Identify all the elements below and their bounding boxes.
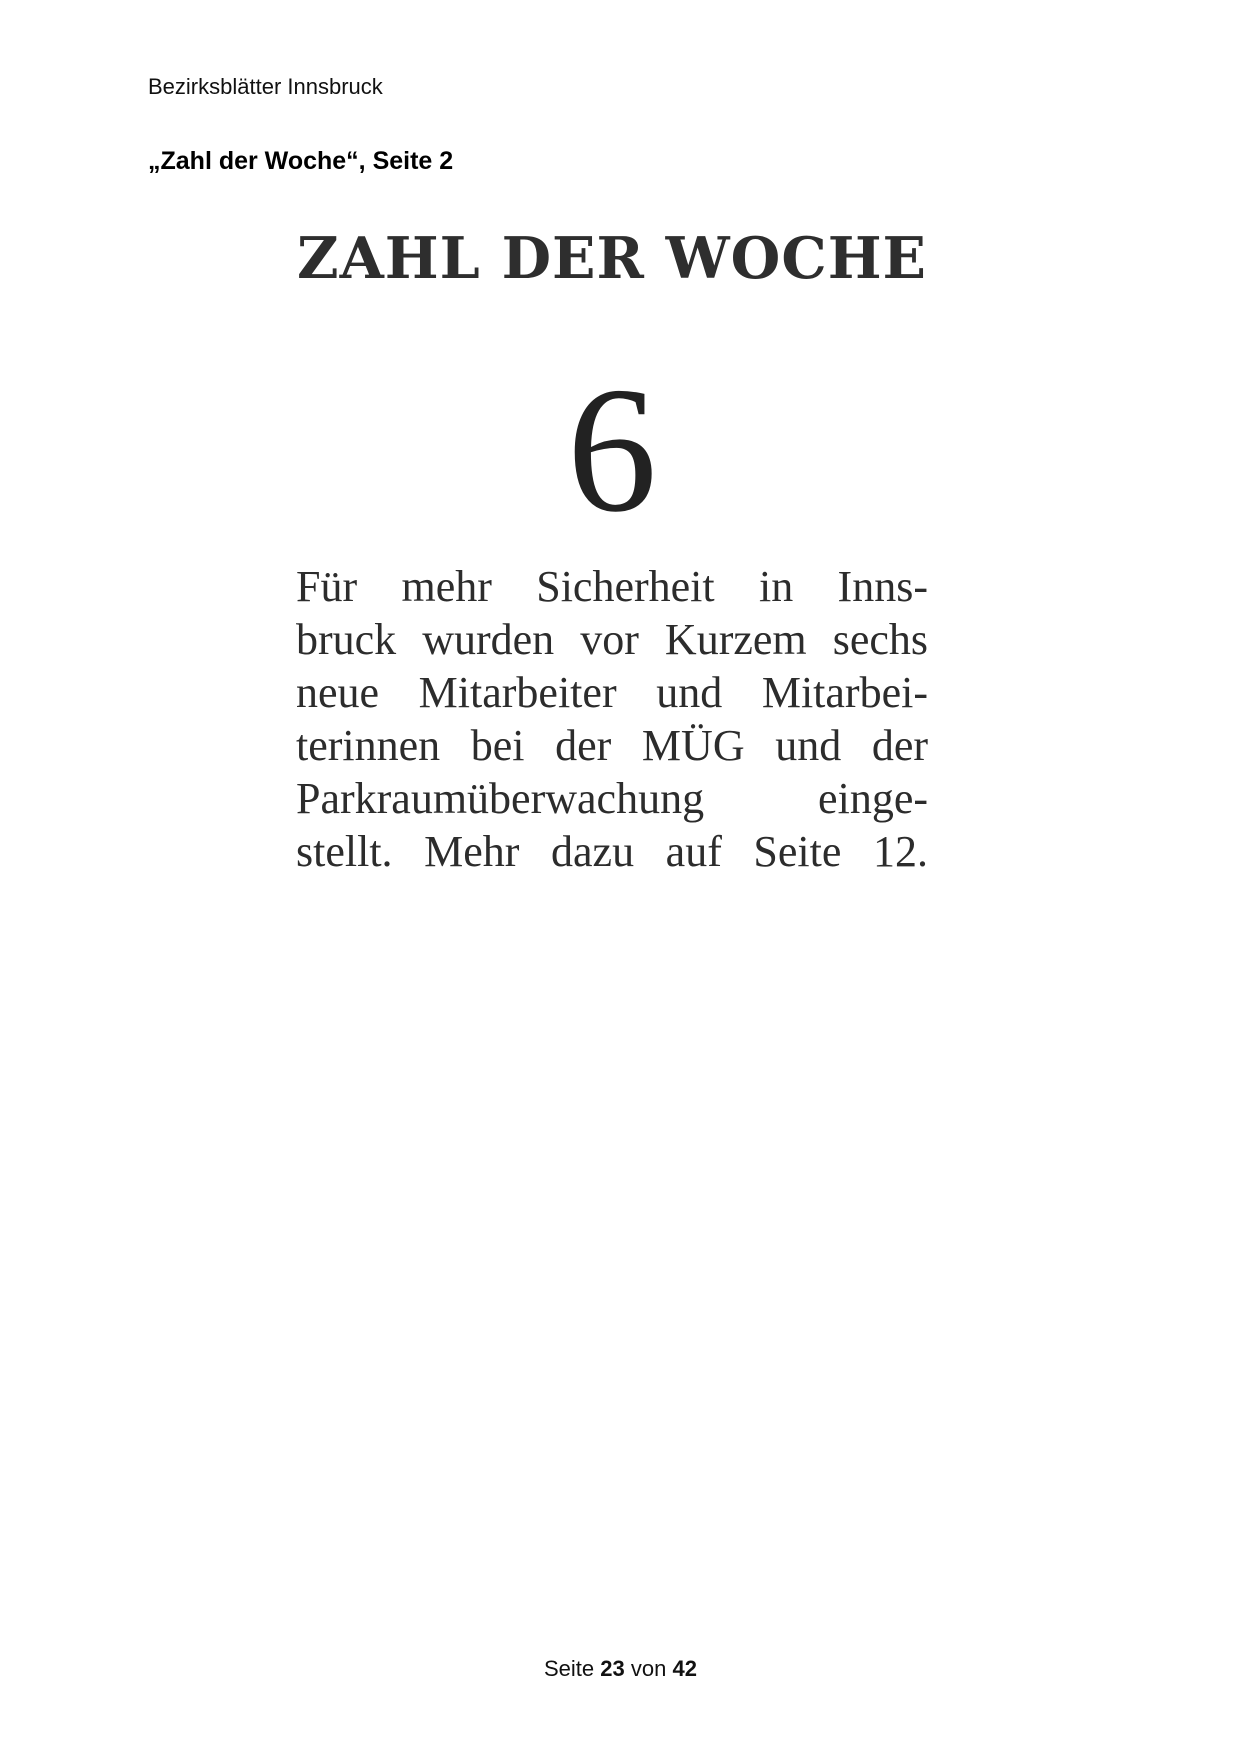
- page-footer: [0, 1656, 1241, 1682]
- body-line: Parkraumüberwachung einge-: [296, 774, 928, 823]
- body-line: neue Mitarbeiter und Mitarbei-: [296, 668, 928, 717]
- total-pages-number: 42: [672, 1656, 697, 1681]
- page-separator: von: [630, 1656, 667, 1681]
- body-line: stellt. Mehr dazu auf Seite 12.: [296, 827, 928, 876]
- publication-name: Bezirksblätter Innsbruck: [148, 74, 383, 99]
- featured-number: 6: [567, 350, 657, 549]
- page-label: Seite: [544, 1656, 595, 1681]
- article-reference: „Zahl der Woche“, Seite 2: [148, 147, 454, 175]
- body-line: bruck wurden vor Kurzem sechs: [296, 615, 928, 664]
- clipping-heading: ZAHL DER WOCHE: [296, 225, 928, 292]
- current-page-number: 23: [600, 1656, 625, 1681]
- body-line: Für mehr Sicherheit in Inns-: [296, 562, 928, 611]
- body-line: terinnen bei der MÜG und der: [296, 721, 928, 770]
- newspaper-clipping: [296, 220, 928, 900]
- clipping-body: [296, 560, 928, 878]
